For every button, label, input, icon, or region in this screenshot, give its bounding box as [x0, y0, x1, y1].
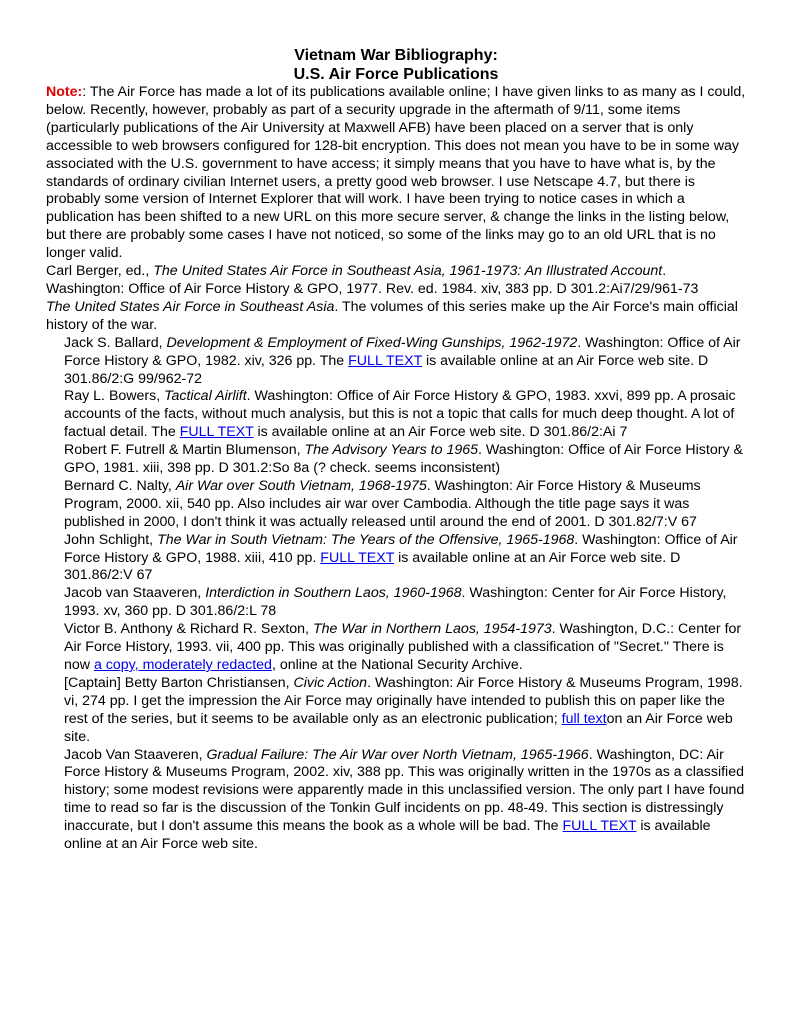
- full-text-link[interactable]: FULL TEXT: [562, 818, 637, 835]
- entry-details-after: is available online at an Air Force web site.: [64, 818, 711, 853]
- entry-author: Ray L. Bowers,: [64, 388, 165, 405]
- entry-details-after: is available online at an Air Force web site. D 301.86/2:G 99/962-72: [64, 352, 709, 387]
- full-text-link[interactable]: FULL TEXT: [320, 549, 395, 566]
- entry-author: Victor B. Anthony & Richard R. Sexton,: [64, 621, 313, 638]
- bib-entry-berger: [46, 263, 746, 299]
- entry-details: . Washington: Office of Air Force History & GPO, 1977. Rev. ed. 1984. xiv, 383 pp. D 301.2:Ai7/29/961-73: [46, 263, 699, 297]
- note-paragraph: [46, 84, 746, 263]
- entry-details: . Washington, DC: Air Force History & Museums Program, 2002. xiv, 388 pp. This was originally written in the 1970s as a classified history; some modest revisions were apparently made in this unclassified version. The only part I have found time to read so far is the discussion of the Tonkin Gulf incidents on pp. 48-49. This section is distressingly inaccurate, but I don't assume this means the book as a whole will be bad. The: [64, 746, 745, 835]
- entry-author: Carl Berger, ed.,: [46, 263, 154, 280]
- bib-entry-nalty: [46, 478, 746, 532]
- entry-details: . Washington: Office of Air Force History & GPO, 1983. xxvi, 899 pp. A prosaic accounts of the facts, without much analysis, but this is not a topic that calls for much deep thought. A lot of factual detail. The: [64, 388, 736, 441]
- entry-title: The United States Air Force in Southeast Asia, 1961-1973: An Illustrated Account: [153, 263, 663, 280]
- entry-details-after: is available online at an Air Force web site. D 301.86/2:V 67: [64, 549, 681, 584]
- bib-entry-futrell: [46, 442, 746, 478]
- entry-details: . Washington, D.C.: Center for Air Force History, 1993. vii, 400 pp. This was originally published with a classification of "Secret." There is now: [64, 621, 742, 673]
- entry-details: . Washington: Air Force History & Museums Program, 1998. vi, 274 pp. I get the impression the Air Force may originally have intended to publish this on paper like the rest of the series, but it seems to be available only as an electronic publication;: [64, 674, 743, 727]
- entry-title: Gradual Failure: The Air War over North Vietnam, 1965-1966: [206, 746, 589, 763]
- entry-author: Jacob Van Staaveren,: [64, 746, 207, 763]
- full-text-link[interactable]: FULL TEXT: [179, 424, 254, 441]
- entry-title: Tactical Airlift: [164, 388, 247, 405]
- full-text-link[interactable]: FULL TEXT: [348, 352, 422, 369]
- entry-author: [Captain] Betty Barton Christiansen,: [64, 674, 294, 691]
- entry-details: . Washington: Air Force History & Museums Program, 2000. xii, 540 pp. Also includes air war over Cambodia. Although the title page says it was published in 2000, I don't think it was actually released until around the end of 2001. D 301.82/7:V 67: [64, 477, 701, 530]
- entry-title: The Advisory Years to 1965: [304, 442, 479, 459]
- title-line-1: Vietnam War Bibliography:: [294, 47, 498, 64]
- entry-author: Jack S. Ballard,: [64, 334, 167, 351]
- entry-author: John Schlight,: [64, 531, 158, 548]
- series-heading: [46, 299, 746, 335]
- entry-title: Air War over South Vietnam, 1968-1975: [175, 477, 427, 494]
- redacted-copy-link[interactable]: a copy, moderately redacted: [93, 657, 272, 673]
- full-text-link[interactable]: full text: [561, 710, 607, 727]
- bib-entry-van-staaveren-gradual: [46, 747, 746, 854]
- bib-entry-schlight: [46, 532, 746, 586]
- bib-entry-van-staaveren-laos: [46, 585, 746, 621]
- bib-entry-christiansen: [46, 675, 746, 747]
- entry-title: The War in Northern Laos, 1954-1973: [312, 621, 552, 638]
- document-page: [46, 46, 746, 854]
- entry-details: . Washington: Office of Air Force History & GPO, 1988. xiii, 410 pp.: [64, 531, 738, 566]
- entry-title: Civic Action: [293, 674, 368, 691]
- bib-entry-anthony-sexton: [46, 621, 746, 675]
- entry-title: Interdiction in Southern Laos, 1960-1968: [205, 585, 462, 602]
- entry-title: Development & Employment of Fixed-Wing Gunships, 1962-1972: [166, 334, 578, 351]
- entry-details-after: , online at the National Security Archive.: [271, 657, 523, 673]
- series-title: The United States Air Force in Southeast Asia: [46, 298, 335, 315]
- entry-details: . Washington: Center for Air Force History, 1993. xv, 360 pp. D 301.86/2:L 78: [64, 585, 727, 620]
- entry-details: . Washington: Office of Air Force History & GPO, 1981. xiii, 398 pp. D 301.2:So 8a (? check. seems inconsistent): [64, 442, 743, 477]
- title-line-2: U.S. Air Force Publications: [293, 66, 499, 83]
- note-label: Note:: [46, 84, 83, 100]
- document-title: [46, 46, 746, 84]
- note-text: : The Air Force has made a lot of its publications available online; I have given links to as many as I could, below. Recently, however, probably as part of a security upgrade in the aftermath of 9/11, some items (particularly publications of the Air University at Maxwell AFB) have been placed on a server that is only accessible to web browsers configured for 128-bit encryption. This does not mean you have to be in some way associated with the U.S. government to have access; it simply means that you have to have what is, by the standards of ordinary civilian Internet users, a pretty good web browser. I use Netscape 4.7, but there is probably some version of Internet Explorer that will work. I have been trying to notice cases in which a publication has been shifted to a new URL on this more secure server, & change the links in the listing below, but there are probably some cases I have not noticed, so some of the links may go to an old URL that is no longer valid.: [46, 84, 746, 262]
- bib-entry-ballard: [46, 335, 746, 389]
- entry-author: Jacob van Staaveren,: [64, 585, 206, 602]
- entry-title: The War in South Vietnam: The Years of the Offensive, 1965-1968: [157, 531, 575, 548]
- entry-details: . Washington: Office of Air Force History & GPO, 1982. xiv, 326 pp. The: [64, 334, 741, 369]
- entry-author: Bernard C. Nalty,: [64, 477, 176, 494]
- entry-details-after: on an Air Force web site.: [64, 710, 733, 745]
- series-description: . The volumes of this series make up the Air Force's main official history of the war.: [46, 298, 738, 333]
- entry-author: Robert F. Futrell & Martin Blumenson,: [64, 442, 305, 459]
- bib-entry-bowers: [46, 388, 746, 442]
- entry-details-after: is available online at an Air Force web site. D 301.86/2:Ai 7: [253, 424, 628, 441]
